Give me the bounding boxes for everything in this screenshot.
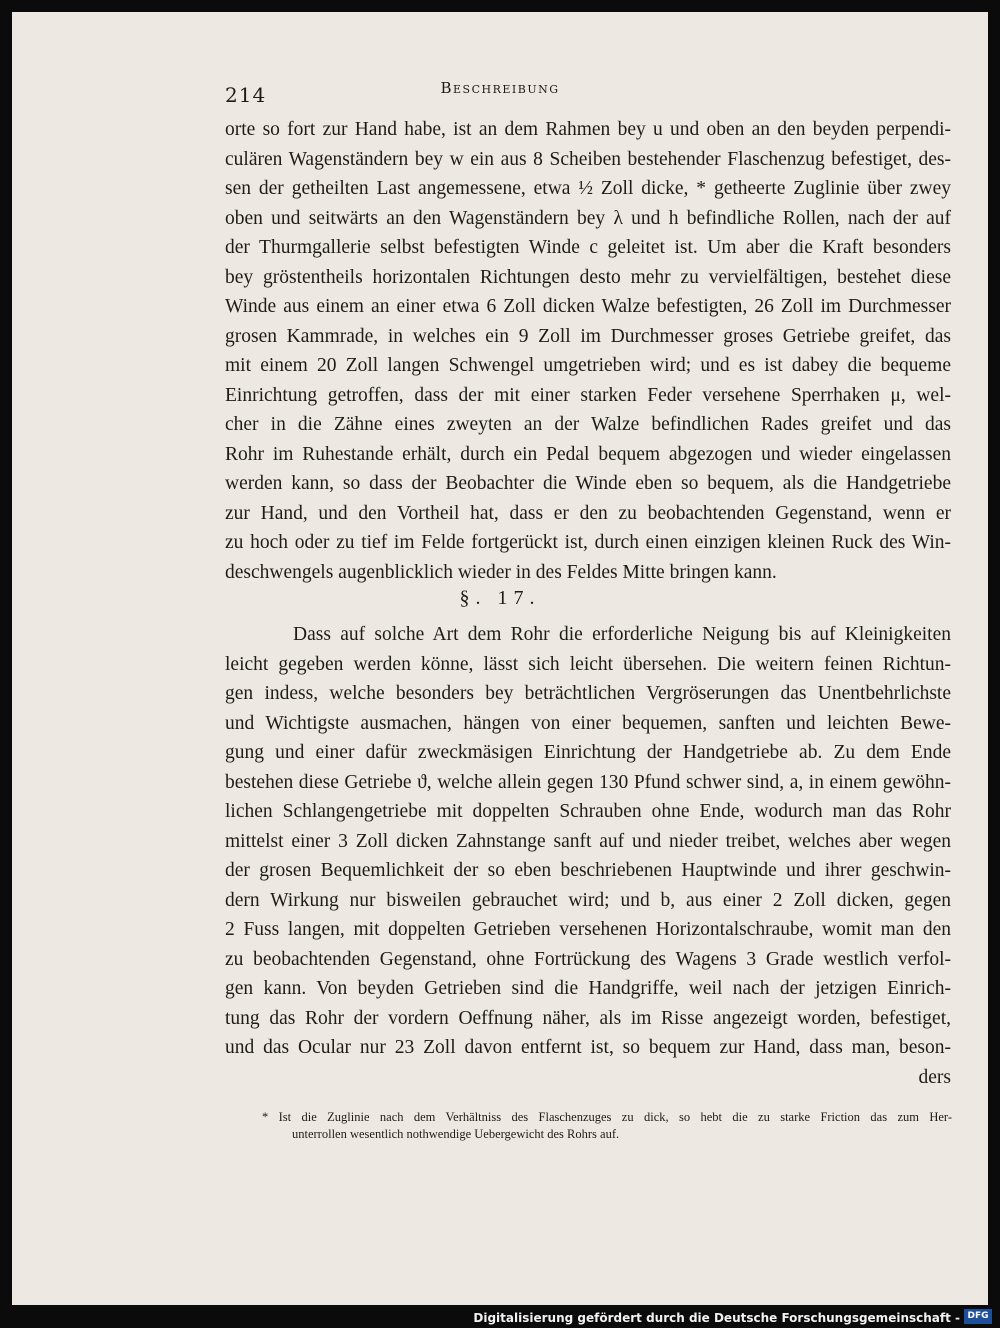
text-line: culären Wagenständern bey w ein aus 8 Scheiben bestehender Flaschenzug befestiget, des- <box>225 148 951 170</box>
text-line: leicht gegeben werden könne, lässt sich leicht übersehen. Die weitern feinen Richtun- <box>225 653 951 675</box>
footnote <box>262 1109 952 1143</box>
page-number: 214 <box>225 83 267 107</box>
text-line: lichen Schlangengetriebe mit doppelten Schrauben ohne Ende, wodurch man das Rohr <box>225 801 951 822</box>
text-line: zu hoch oder zu tief im Felde fortgerückt ist, durch einen einzigen kleinen Ruck des Win- <box>225 532 951 553</box>
text-line: tung das Rohr der vordern Oeffnung näher, als im Risse angezeigt worden, befestiget, <box>225 1007 951 1029</box>
text-line: Dass auf solche Art dem Rohr die erforderliche Neigung bis auf Kleinigkeiten <box>293 624 951 645</box>
text-line: und das Ocular nur 23 Zoll davon entfernt ist, so bequem zur Hand, dass man, beson- <box>225 1037 951 1058</box>
text-line: gen kann. Von beyden Getrieben sind die Handgriffe, weil nach der jetzigen Einrich- <box>225 978 951 999</box>
text-line: sen der getheilten Last angemessene, etwa ½ Zoll dicke, * getheerte Zuglinie über zwey <box>225 178 951 199</box>
section-heading: §. 17. <box>459 587 541 609</box>
text-line: bestehen diese Getriebe ϑ, welche allein gegen 130 Pfund schwer sind, a, in einem gewöhn- <box>225 771 951 793</box>
text-line: grosen Kammrade, in welches ein 9 Zoll im Durchmesser groses Getriebe greifet, das <box>225 325 951 347</box>
text-line: cher in die Zähne eines zweyten an der Walze befindlichen Rades greifet und das <box>225 414 951 435</box>
text-line: dern Wirkung nur bisweilen gebrauchet wird; und b, aus einer 2 Zoll dicken, gegen <box>225 889 951 911</box>
paragraph-1 <box>225 115 951 587</box>
text-line: Einrichtung getroffen, dass der mit einer starken Feder versehene Sperrhaken μ, wel- <box>225 384 951 406</box>
text-line: mittelst einer 3 Zoll dicken Zahnstange sanft auf und nieder treibet, welches aber wegen <box>225 830 951 852</box>
catchword: ders <box>918 1066 951 1088</box>
running-head: Beschreibung <box>440 79 560 97</box>
text-line: der Thurmgallerie selbst befestigten Winde c geleitet ist. Um aber die Kraft besonders <box>225 237 951 258</box>
scanned-page <box>12 12 988 1305</box>
text-line: Rohr im Ruhestande erhält, durch ein Pedal bequem abgezogen und wieder eingelassen <box>225 443 951 465</box>
text-line: 2 Fuss langen, mit doppelten Getrieben versehenen Horizontalschraube, womit man den <box>225 919 951 940</box>
text-line: Winde aus einem an einer etwa 6 Zoll dicken Walze befestigten, 26 Zoll im Durchmesser <box>225 296 951 317</box>
text-line: zur Hand, und den Vortheil hat, dass er den zu beobachtenden Gegenstand, wenn er <box>225 502 951 524</box>
text-line: oben und seitwärts an den Wagenständern bey λ und h befindliche Rollen, nach der auf <box>225 207 951 229</box>
text-line: deschwengels augenblicklich wieder in des Feldes Mitte bringen kann. <box>225 561 777 583</box>
text-line: orte so fort zur Hand habe, ist an dem Rahmen bey u und oben an den beyden perpendi- <box>225 119 951 140</box>
footnote-line: unterrollen wesentlich nothwendige Uebergewicht des Rohrs auf. <box>292 1127 620 1141</box>
dfg-logo: DFG <box>964 1309 992 1324</box>
text-line: bey gröstentheils horizontalen Richtungen desto mehr zu vervielfältigen, bestehet diese <box>225 266 951 288</box>
paragraph-2 <box>225 620 951 1092</box>
text-line: der grosen Bequemlichkeit der so eben beschriebenen Hauptwinde und ihrer geschwin- <box>225 860 951 881</box>
text-line: werden kann, so dass der Beobachter die Winde eben so bequem, als die Handgetriebe <box>225 473 951 494</box>
text-line: gen indess, welche besonders bey beträchtlichen Vergröserungen das Unentbehrlichste <box>225 683 951 704</box>
text-line: mit einem 20 Zoll langen Schwengel umgetrieben wird; und es ist dabey die bequeme <box>225 355 951 376</box>
text-line: zu beobachtenden Gegenstand, ohne Fortrückung des Wagens 3 Grade westlich verfol- <box>225 948 951 970</box>
text-line: und Wichtigste ausmachen, hängen von einer bequemen, sanften und leichten Bewe- <box>225 712 951 734</box>
text-line: gung und einer dafür zweckmäsigen Einrichtung der Handgetriebe ab. Zu dem Ende <box>225 742 951 763</box>
digitization-credit: Digitalisierung gefördert durch die Deutsche Forschungsgemeinschaft - <box>473 1311 960 1325</box>
footnote-line: * Ist die Zuglinie nach dem Verhältniss des Flaschenzuges zu dick, so hebt die zu starke Friction das zum Her- <box>262 1110 952 1124</box>
